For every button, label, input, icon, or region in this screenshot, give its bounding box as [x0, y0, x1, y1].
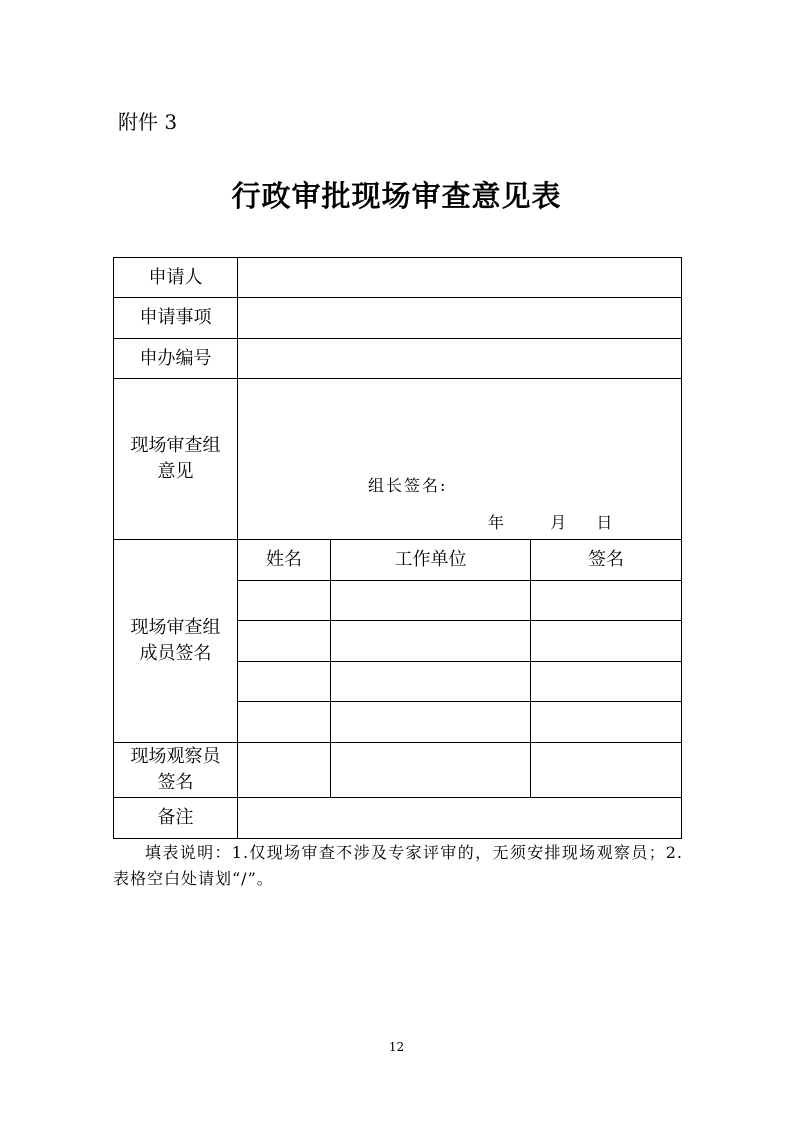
column-header-signature: 签名 [531, 540, 682, 581]
member-unit-cell[interactable] [331, 702, 531, 743]
member-unit-cell[interactable] [331, 662, 531, 702]
date-month: 月 [550, 513, 567, 532]
remarks-row [114, 798, 682, 839]
application-number-row [114, 339, 682, 379]
applicant-row [114, 258, 682, 298]
member-name-cell[interactable] [238, 702, 331, 743]
observer-unit-cell[interactable] [331, 743, 531, 798]
opinion-field[interactable] [238, 379, 682, 540]
member-name-cell[interactable] [238, 662, 331, 702]
observer-signature-cell[interactable] [531, 743, 682, 798]
member-signature-cell[interactable] [531, 702, 682, 743]
observer-label-line1: 现场观察员 [130, 746, 221, 767]
observer-label [114, 743, 238, 798]
application-number-label: 申办编号 [114, 339, 238, 379]
remarks-label: 备注 [114, 798, 238, 839]
member-unit-cell[interactable] [331, 581, 531, 621]
application-item-field[interactable] [238, 298, 682, 339]
members-label-line2: 成员签名 [139, 643, 212, 664]
observer-label-line2: 签名 [157, 772, 194, 793]
date-year: 年 [488, 513, 505, 532]
column-header-name: 姓名 [238, 540, 331, 581]
member-signature-cell[interactable] [531, 621, 682, 662]
member-signature-cell[interactable] [531, 581, 682, 621]
member-unit-cell[interactable] [331, 621, 531, 662]
fill-instructions: 填表说明：1.仅现场审查不涉及专家评审的，无须安排现场观察员；2.表格空白处请划“/”。 [113, 843, 683, 888]
page-number: 12 [388, 1040, 405, 1054]
application-number-field[interactable] [238, 339, 682, 379]
observer-name-cell[interactable] [238, 743, 331, 798]
observer-row [114, 743, 682, 798]
application-item-label: 申请事项 [114, 298, 238, 339]
attachment-label: 附件 3 [118, 110, 178, 134]
members-header-row [114, 540, 682, 581]
review-opinion-form [113, 257, 682, 839]
member-name-cell[interactable] [238, 621, 331, 662]
members-label [114, 540, 238, 743]
applicant-label: 申请人 [114, 258, 238, 298]
application-item-row [114, 298, 682, 339]
opinion-label-line1: 现场审查组 [130, 435, 221, 456]
date-day: 日 [596, 513, 613, 532]
opinion-row [114, 379, 682, 540]
applicant-field[interactable] [238, 258, 682, 298]
column-header-unit: 工作单位 [331, 540, 531, 581]
opinion-date [488, 510, 612, 536]
opinion-label-line2: 意见 [157, 461, 194, 482]
document-title: 行政审批现场审查意见表 [231, 179, 562, 213]
remarks-field[interactable] [238, 798, 682, 839]
leader-signature-label: 组长签名: [368, 476, 448, 495]
member-name-cell[interactable] [238, 581, 331, 621]
member-signature-cell[interactable] [531, 662, 682, 702]
opinion-label [114, 379, 238, 540]
members-label-line1: 现场审查组 [130, 617, 221, 638]
